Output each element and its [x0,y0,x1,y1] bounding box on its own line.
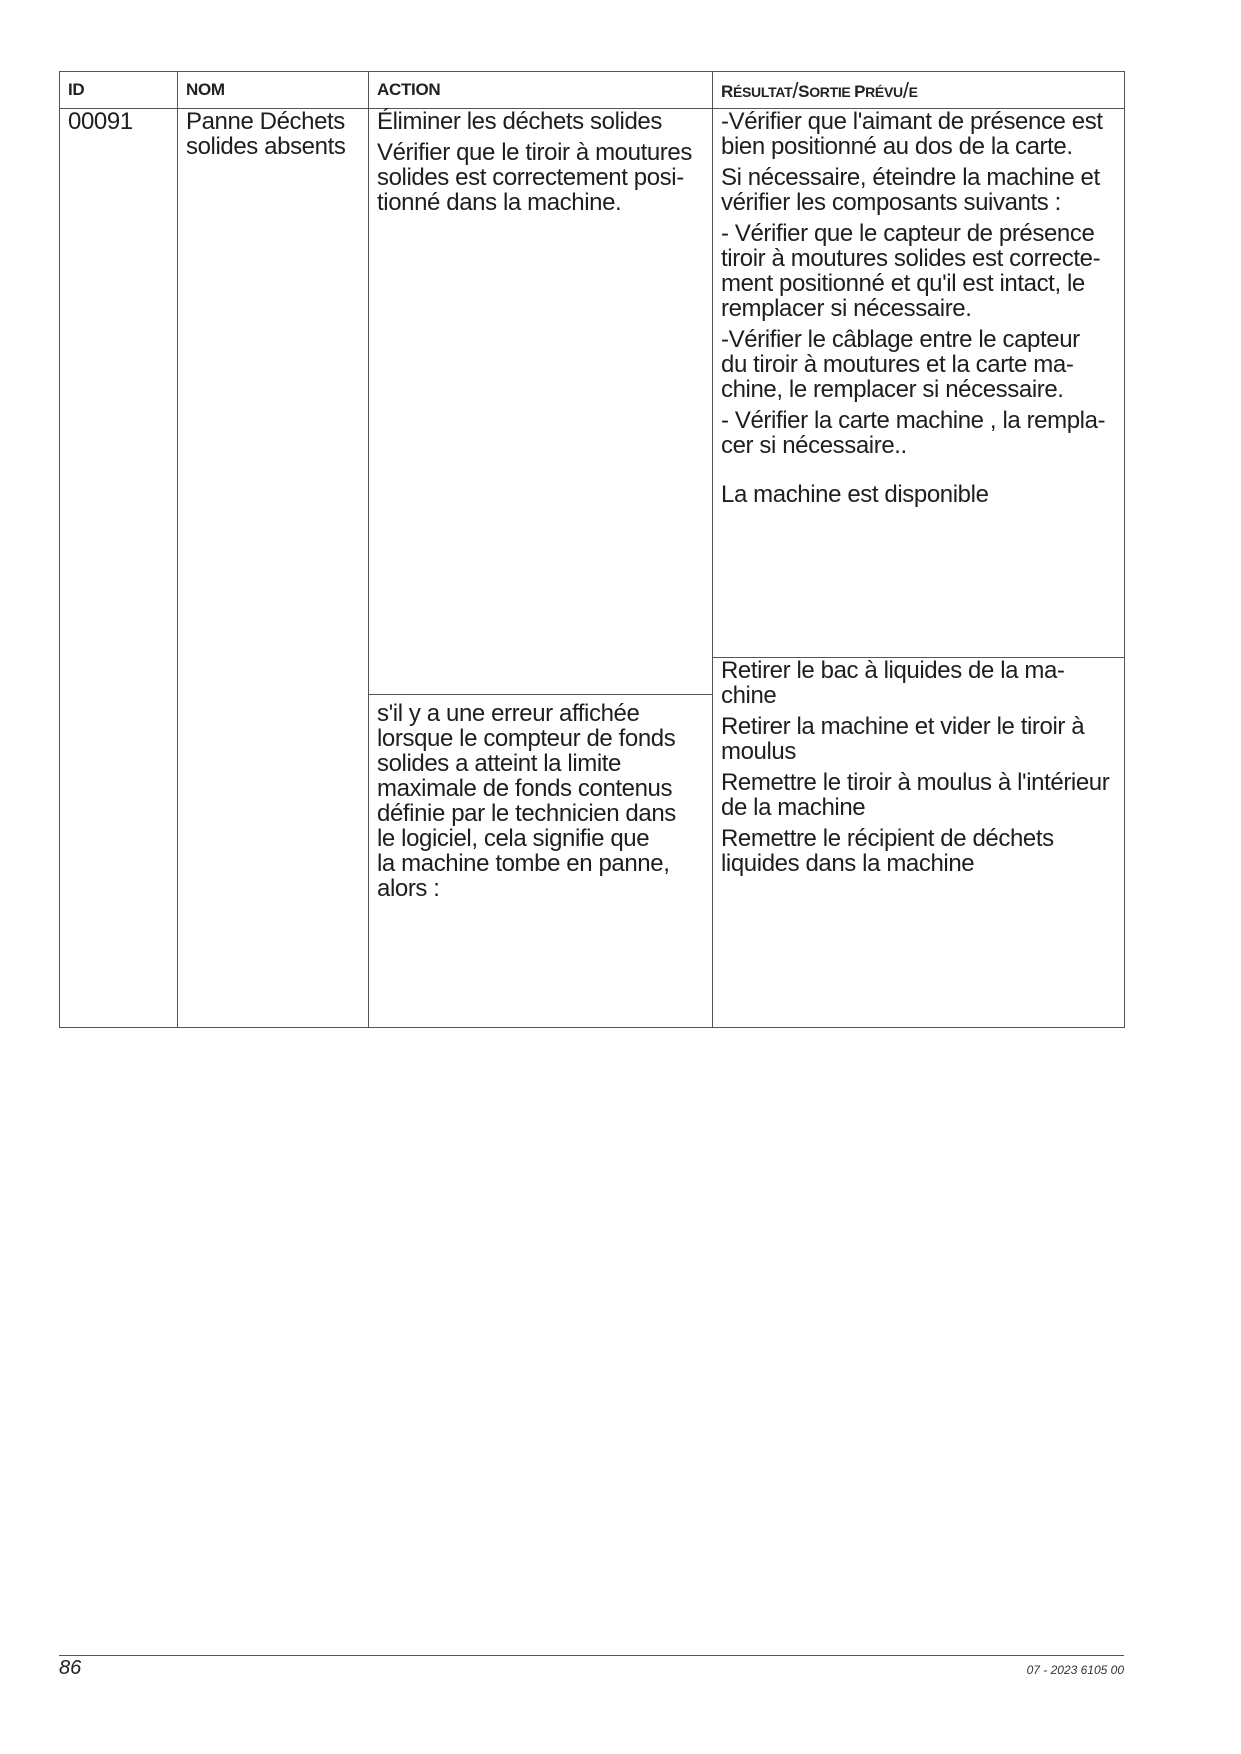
header-result-part: ÉSULTAT [732,84,793,100]
result-text: -Vérifier le câblage entre le capteur du tiroir à moutures et la carte ma- chine, le remplacer si nécessaire. [721,326,1080,403]
action-text: Éliminer les déchets solides [377,108,662,135]
result-text: Retirer le bac à liquides de la ma- chine [721,657,1065,709]
table-row [60,109,1125,658]
header-result-part: P [854,82,866,101]
header-result-part: RÉVU [865,84,903,100]
page-number: 86 [59,1657,82,1679]
procedure-table [59,71,1125,1028]
document-reference: 07 - 2023 6105 00 [1026,1663,1124,1677]
table-header-row [60,72,1125,109]
header-nom: NOM [178,72,369,109]
header-result [713,72,1125,109]
result-text: - Vérifier la carte machine , la rempla- cer si nécessaire.. [721,407,1106,459]
result-cell-1 [713,109,1125,658]
result-cell-2 [713,658,1125,1028]
nom-cell [178,109,369,1028]
result-text: Retirer la machine et vider le tiroir à moulus [721,713,1085,765]
result-text: -Vérifier que l'aimant de présence est bien positionné au dos de la carte. [721,108,1103,160]
header-action: ACTION [369,72,713,109]
action-cell-1 [369,109,713,695]
result-text: - Vérifier que le capteur de présence tiroir à moutures solides est correcte- ment positionné et qu'il est intact, le remplacer si nécessaire. [721,220,1101,322]
error-id: 00091 [68,108,133,135]
id-cell [60,109,178,1028]
result-text: Remettre le tiroir à moulus à l'intérieur de la machine [721,769,1110,821]
header-id: ID [60,72,178,109]
header-result-part: E [908,84,918,100]
action-text: Vérifier que le tiroir à moutures solides est correctement posi- tionné dans la machine. [377,139,692,216]
result-text: Remettre le récipient de déchets liquides dans la machine [721,825,1054,877]
result-text: La machine est disponible [721,481,989,508]
action-text: s'il y a une erreur affichée lorsque le compteur de fonds solides a atteint la limite maximale de fonds contenus définie par le technicien dans le logiciel, cela signifie que la machine tombe en panne, alors : [377,700,676,902]
header-result-part: / [792,78,799,103]
action-cell-2 [369,695,713,1028]
header-result-part: / [902,78,909,103]
header-result-part: R [721,82,733,101]
error-name: Panne Déchets solides absents [186,108,346,160]
header-result-part: ORTIE [809,84,855,100]
footer-divider [59,1655,1124,1656]
result-text: Si nécessaire, éteindre la machine et vérifier les composants suivants : [721,164,1100,216]
header-result-part: S [798,82,810,101]
